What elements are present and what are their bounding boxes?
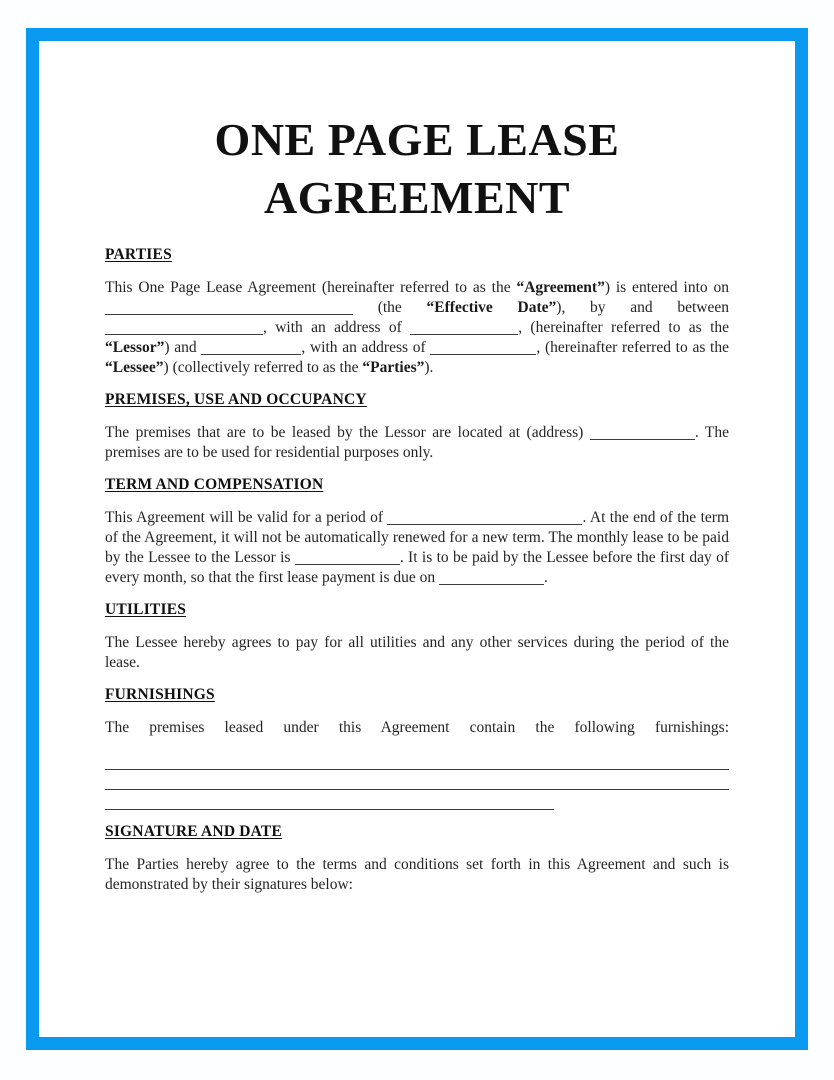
body-text: .	[544, 569, 548, 586]
body-text: The Lessee hereby agrees to pay for all utilities and any other services during the period of the lease.	[105, 634, 729, 671]
bold-term: “Lessor”	[105, 339, 165, 356]
fill-in-blank[interactable]	[105, 301, 353, 315]
section-premises	[105, 390, 729, 463]
section-heading-parties: PARTIES	[105, 246, 172, 263]
body-text: ) is entered into on	[604, 279, 729, 296]
section-furnishings	[105, 685, 729, 810]
body-text: ) and	[164, 339, 202, 356]
section-utilities	[105, 600, 729, 673]
section-heading-furnishings: FURNISHINGS	[105, 686, 215, 703]
signature-paragraph	[105, 855, 729, 895]
fill-in-blank[interactable]	[590, 426, 695, 440]
fill-in-blank[interactable]	[295, 551, 400, 565]
document-title: ONE PAGE LEASE AGREEMENT	[214, 114, 620, 223]
body-text: ) (collectively referred to as the	[163, 359, 363, 376]
writing-line[interactable]	[105, 750, 729, 770]
body-text: (the	[353, 299, 427, 316]
body-text: . At the end of the term of the Agreement, it will not be automatically renewed for a new term. The monthly lease to be paid by the Lessee to the Lessor is	[105, 509, 729, 566]
body-text: The premises leased under this Agreement contain the following furnishings:	[105, 719, 729, 736]
utilities-paragraph	[105, 633, 729, 673]
section-heading-term: TERM AND COMPENSATION	[105, 476, 324, 493]
fill-in-blank[interactable]	[410, 321, 518, 335]
parties-paragraph	[105, 278, 729, 378]
body-text: This One Page Lease Agreement (hereinafter referred to as the	[105, 279, 517, 296]
bold-term: “Effective Date”	[426, 299, 557, 316]
body-text: ), by and between	[556, 299, 729, 316]
section-heading-utilities: UTILITIES	[105, 601, 187, 618]
writing-line[interactable]	[105, 770, 729, 790]
writing-line[interactable]	[105, 790, 554, 810]
fill-in-blank[interactable]	[201, 341, 301, 355]
fill-in-blank[interactable]	[439, 571, 544, 585]
body-text: This Agreement will be valid for a period of	[105, 509, 388, 526]
body-text: The premises that are to be leased by the Lessor are located at (address)	[105, 424, 590, 441]
fill-in-blank[interactable]	[387, 511, 582, 525]
fill-in-blank[interactable]	[430, 341, 536, 355]
bold-term: “Agreement”	[516, 279, 605, 296]
body-text: ).	[424, 359, 434, 376]
furnishings-paragraph	[105, 718, 729, 738]
body-text: . It is to be paid by the Lessee before the first day of every month, so that the first lease payment is due on	[105, 549, 729, 586]
term-paragraph	[105, 508, 729, 588]
body-text: , (hereinafter referred to as the	[518, 319, 729, 336]
bold-term: “Parties”	[362, 359, 425, 376]
premises-paragraph	[105, 423, 729, 463]
section-heading-signature: SIGNATURE AND DATE	[105, 823, 282, 840]
section-term	[105, 475, 729, 588]
bold-term: “Lessee”	[105, 359, 164, 376]
body-text: , with an address of	[301, 339, 431, 356]
furnishings-writing-lines	[105, 750, 729, 810]
body-text: , with an address of	[263, 319, 411, 336]
body-text: , (hereinafter referred to as the	[536, 339, 729, 356]
fill-in-blank[interactable]	[105, 321, 263, 335]
section-signature	[105, 822, 729, 895]
section-heading-premises: PREMISES, USE AND OCCUPANCY	[105, 391, 367, 408]
body-text: The Parties hereby agree to the terms and conditions set forth in this Agreement and such is demonstrated by their signatures below:	[105, 856, 729, 893]
body-text: . The premises are to be used for residential purposes only.	[105, 424, 729, 461]
lease-agreement-page	[26, 28, 808, 1050]
section-parties	[105, 245, 729, 378]
